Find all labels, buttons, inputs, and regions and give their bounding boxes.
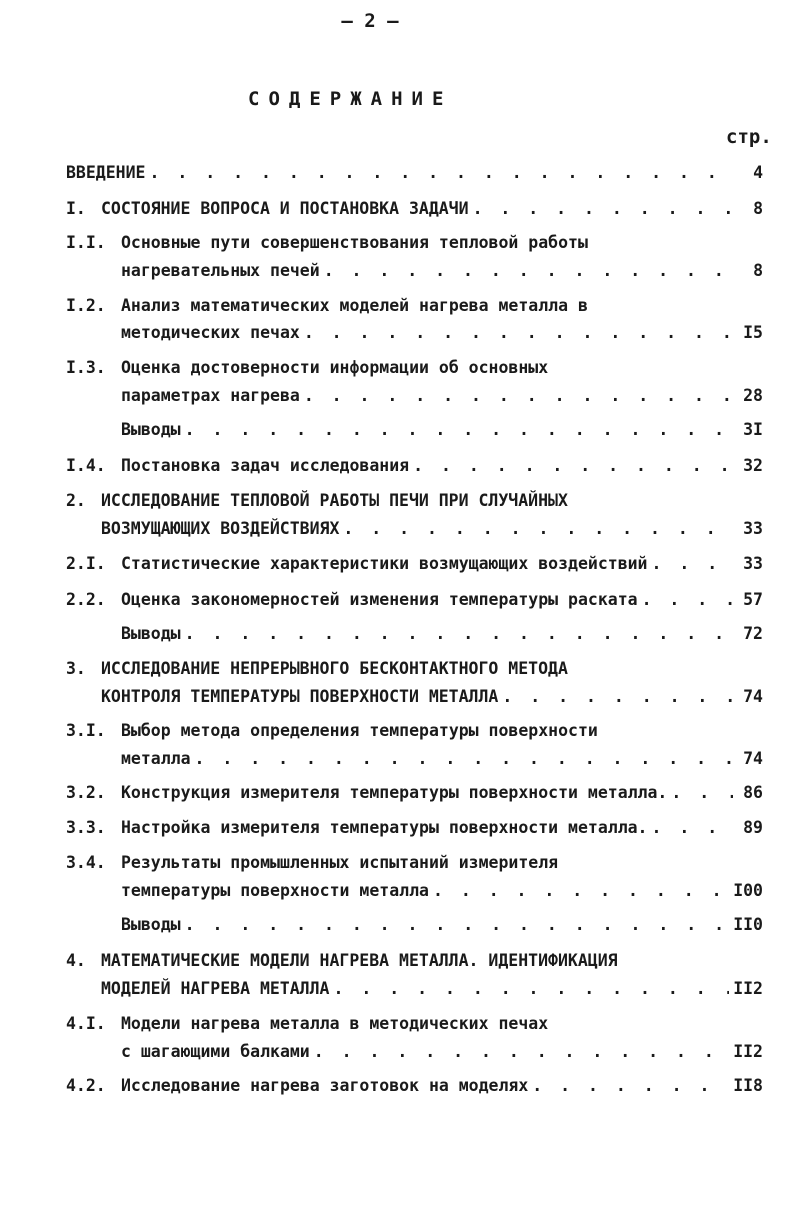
dot-leader [343, 519, 733, 538]
dot-leader [433, 881, 729, 900]
toc-page-number: 86 [743, 783, 763, 802]
toc-entry-line [121, 420, 763, 444]
dot-leader [304, 386, 733, 405]
toc-entry-line [66, 590, 763, 614]
toc-entry-title: Модели нагрева металла в методических печах [121, 1014, 549, 1033]
toc-entry-number: 3.4. [66, 853, 106, 872]
toc-entry-line [66, 296, 763, 320]
toc-page-number: II0 [733, 915, 763, 934]
toc-entry-title: ИССЛЕДОВАНИЕ НЕПРЕРЫВНОГО БЕСКОНТАКТНОГО МЕТОДА [101, 659, 568, 678]
toc-entry-line [121, 749, 763, 773]
toc-entry-line [66, 163, 763, 187]
toc-entry-line [66, 853, 763, 877]
toc-entry-line [121, 386, 763, 410]
toc-entry-title: ВОЗМУЩАЮЩИХ ВОЗДЕЙСТВИЯХ [101, 519, 340, 538]
toc-entry-title: параметрах нагрева [121, 386, 300, 405]
toc-entry-title: Выбор метода определения температуры поверхности [121, 721, 598, 740]
toc-entry-number: 3.2. [66, 783, 106, 802]
toc-entry-number: I. [66, 199, 86, 218]
toc-entry-line [101, 519, 763, 543]
toc-entry-title: методических печах [121, 323, 300, 342]
toc-entry-number: 2.I. [66, 554, 106, 573]
toc-page-number: 8 [753, 261, 763, 280]
toc-entry-line [66, 199, 763, 223]
toc-page-number: 8 [753, 199, 763, 218]
toc-page-number: 28 [743, 386, 763, 405]
toc-entry-title: МАТЕМАТИЧЕСКИЕ МОДЕЛИ НАГРЕВА МЕТАЛЛА. ИДЕНТИФИКАЦИЯ [101, 951, 618, 970]
dot-leader [642, 590, 733, 609]
toc-entry-title: Основные пути совершенствования тепловой работы [121, 233, 588, 252]
toc-entry-title: температуры поверхности металла [121, 881, 429, 900]
toc-entry-title: металла [121, 749, 191, 768]
dot-leader [185, 420, 733, 439]
toc-entry-line [66, 951, 763, 975]
toc-entry-title: КОНТРОЛЯ ТЕМПЕРАТУРЫ ПОВЕРХНОСТИ МЕТАЛЛА [101, 687, 499, 706]
toc-entry-line [121, 881, 763, 905]
toc-entry-title: МОДЕЛЕЙ НАГРЕВА МЕТАЛЛА [101, 979, 330, 998]
toc-entry-title: с шагающими балками [121, 1042, 310, 1061]
toc-page-number: II2 [733, 1042, 763, 1061]
toc-entry-title: Оценка достоверности информации об основных [121, 358, 549, 377]
toc-entry-line [101, 687, 763, 711]
dot-leader [333, 979, 729, 998]
toc-page-number: 72 [743, 624, 763, 643]
toc-entry-number: 3.I. [66, 721, 106, 740]
toc-entry-line [66, 818, 763, 842]
toc-entry-line [66, 1014, 763, 1038]
toc-page-number: II8 [733, 1076, 763, 1095]
dot-leader [304, 323, 733, 342]
toc-entry-line [66, 1076, 763, 1100]
dot-leader [324, 261, 733, 280]
toc-page-number: I00 [733, 881, 763, 900]
toc-entry-title: Постановка задач исследования [121, 456, 410, 475]
toc-page-number: II2 [733, 979, 763, 998]
toc-entry-line [121, 261, 763, 285]
toc-entry-line [121, 323, 763, 347]
toc-entry-title: нагревательных печей [121, 261, 320, 280]
dot-leader [652, 818, 734, 837]
toc-entry-title: Конструкция измерителя температуры поверхности металла. [121, 783, 668, 802]
dot-leader [314, 1042, 729, 1061]
dot-leader [671, 783, 733, 802]
toc-entry-number: 4.2. [66, 1076, 106, 1095]
toc-entry-title: Оценка закономерностей изменения температуры раската [121, 590, 638, 609]
dot-leader [473, 199, 733, 218]
toc-entry-title: Выводы [121, 420, 181, 439]
dot-leader [502, 687, 733, 706]
toc-page-number: 3I [743, 420, 763, 439]
toc-entry-line [66, 783, 763, 807]
toc-entry-title: ВВЕДЕНИЕ [66, 163, 146, 182]
dot-leader [413, 456, 733, 475]
toc-entry-number: I.2. [66, 296, 106, 315]
toc-page-number: 33 [743, 554, 763, 573]
toc-entry-title: Выводы [121, 624, 181, 643]
dot-leader [149, 163, 733, 182]
toc-entry-number: 4.I. [66, 1014, 106, 1033]
toc-entry-title: Результаты промышленных испытаний измерителя [121, 853, 559, 872]
dot-leader [195, 749, 733, 768]
toc-entry-line [121, 915, 763, 939]
toc-entry-number: 4. [66, 951, 86, 970]
toc-entry-line [121, 1042, 763, 1066]
dot-leader [652, 554, 734, 573]
toc-entry-line [66, 233, 763, 257]
toc-entry-line [101, 979, 763, 1003]
dot-leader [532, 1076, 729, 1095]
toc-entry-title: Настройка измерителя температуры поверхности металла. [121, 818, 648, 837]
toc-entry-number: I.4. [66, 456, 106, 475]
page-column-label: стр. [726, 126, 772, 148]
toc-entry-title: Исследование нагрева заготовок на моделях [121, 1076, 529, 1095]
toc-entry-line [66, 491, 763, 515]
toc-page-number: 57 [743, 590, 763, 609]
toc-entry-title: Статистические характеристики возмущающих воздействий [121, 554, 648, 573]
toc-entry-line [66, 554, 763, 578]
toc-page-number: 74 [743, 749, 763, 768]
page-title: СОДЕРЖАНИЕ [248, 88, 453, 110]
toc-page-number: 32 [743, 456, 763, 475]
toc-entry-number: 2. [66, 491, 86, 510]
toc-page-number: I5 [743, 323, 763, 342]
toc-entry-number: I.I. [66, 233, 106, 252]
toc-entry-number: 3.3. [66, 818, 106, 837]
toc-entry-title: Выводы [121, 915, 181, 934]
toc-entry-title: Анализ математических моделей нагрева металла в [121, 296, 588, 315]
toc-entry-line [66, 358, 763, 382]
toc-entry-title: СОСТОЯНИЕ ВОПРОСА И ПОСТАНОВКА ЗАДАЧИ [101, 199, 469, 218]
toc-entry-number: 3. [66, 659, 86, 678]
toc-entry-line [121, 624, 763, 648]
toc-entry-line [66, 721, 763, 745]
dot-leader [185, 624, 733, 643]
toc-page-number: 89 [743, 818, 763, 837]
toc-entry-number: 2.2. [66, 590, 106, 609]
toc-entry-line [66, 659, 763, 683]
toc-page-number: 74 [743, 687, 763, 706]
toc-entry-number: I.3. [66, 358, 106, 377]
page-number: – 2 – [341, 10, 399, 32]
toc-entry-title: ИССЛЕДОВАНИЕ ТЕПЛОВОЙ РАБОТЫ ПЕЧИ ПРИ СЛУЧАЙНЫХ [101, 491, 568, 510]
toc-entry-line [66, 456, 763, 480]
toc-page-number: 33 [743, 519, 763, 538]
toc-page-number: 4 [753, 163, 763, 182]
dot-leader [185, 915, 730, 934]
